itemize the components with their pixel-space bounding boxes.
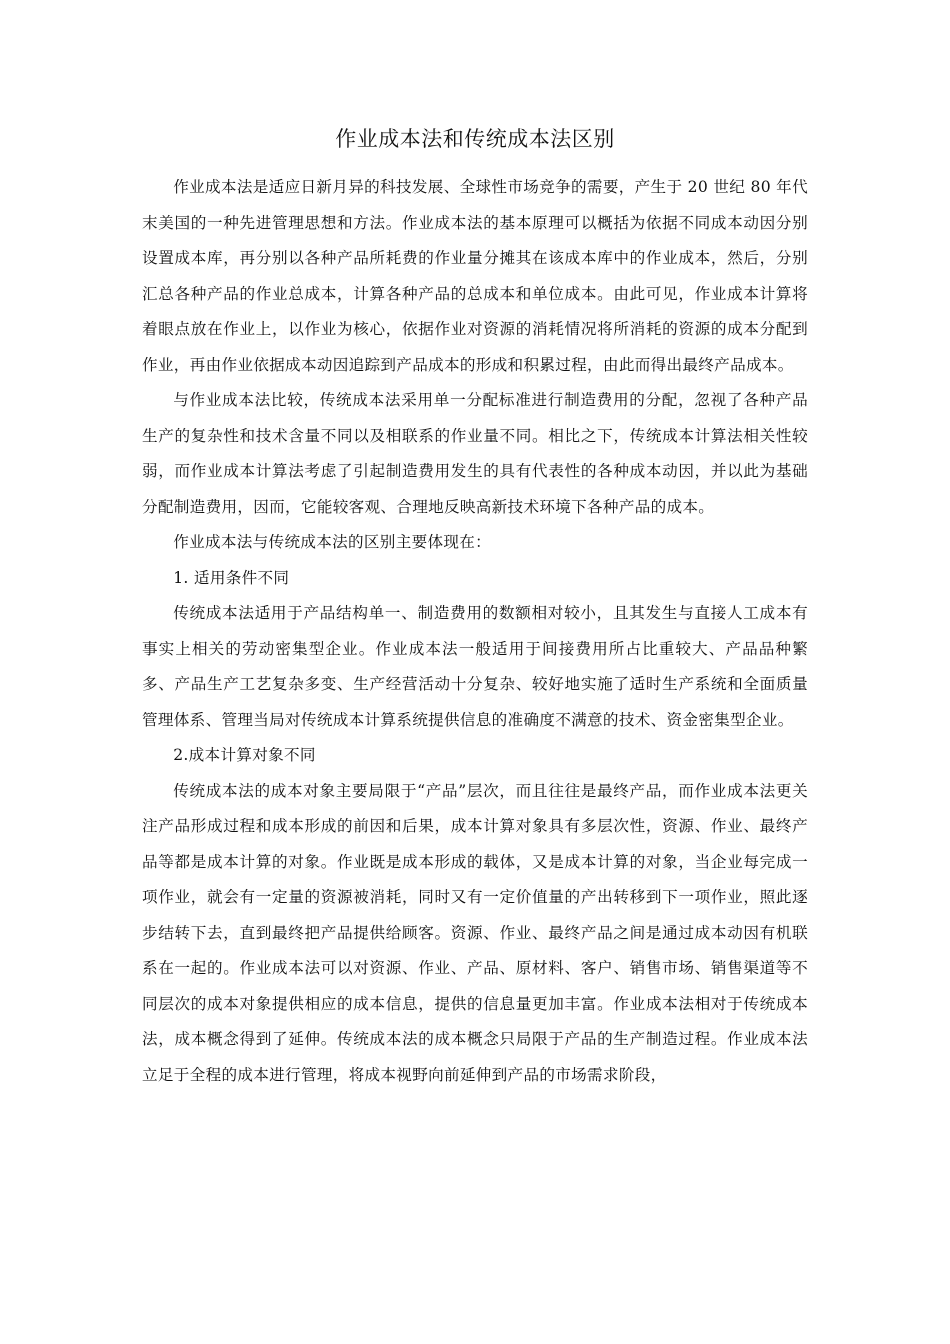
paragraph-cost-object: 传统成本法的成本对象主要局限于“产品”层次，而且往往是最终产品，而作业成本法更关注产品形成过程和成本形成的前因和后果，成本计算对象具有多层次性，资源、作业、最终产品等都是成本计算的对象。作业既是成本形成的载体，又是成本计算的对象，当企业每完成一项作业，就会有一定量的资源被消耗，同时又有一定价值量的产出转移到下一项作业，照此逐步结转下去，直到最终把产品提供给顾客。资源、作业、最终产品之间是通过成本动因有机联系在一起的。作业成本法可以对资源、作业、产品、原材料、客户、销售市场、销售渠道等不同层次的成本对象提供相应的成本信息，提供的信息量更加丰富。作业成本法相对于传统成本法，成本概念得到了延伸。传统成本法的成本概念只局限于产品的生产制造过程。作业成本法立足于全程的成本进行管理，将成本视野向前延伸到产品的市场需求阶段， — [142, 781, 808, 1084]
document-title: 作业成本法和传统成本法区别 — [335, 127, 615, 151]
paragraph-comparison: 与作业成本法比较，传统成本法采用单一分配标准进行制造费用的分配，忽视了各种产品生产的复杂性和技术含量不同以及相联系的作业量不同。相比之下，传统成本计算法相关性较弱，而作业成本计算法考虑了引起制造费用发生的具有代表性的各种成本动因，并以此为基础分配制造费用，因而，它能较客观、合理地反映高新技术环境下各种产品的成本。 — [142, 391, 808, 516]
paragraph-applicability: 传统成本法适用于产品结构单一、制造费用的数额相对较小，且其发生与直接人工成本有事实上相关的劳动密集型企业。作业成本法一般适用于间接费用所占比重较大、产品品种繁多、产品生产工艺复杂多变、生产经营活动十分复杂、较好地实施了适时生产系统和全面质量管理体系、管理当局对传统成本计算系统提供信息的准确度不满意的技术、资金密集型企业。 — [142, 604, 808, 729]
section-heading-cost-object: 2.成本计算对象不同 — [173, 746, 316, 764]
document-body — [142, 170, 808, 1093]
section-heading-applicability: 1. 适用条件不同 — [173, 568, 290, 587]
paragraph-differences-lead: 作业成本法与传统成本法的区别主要体现在： — [173, 533, 492, 551]
paragraph-intro: 作业成本法是适应日新月异的科技发展、全球性市场竞争的需要，产生于 20 世纪 80 年代末美国的一种先进管理思想和方法。作业成本法的基本原理可以概括为依据不同成本动因分别设置成本库，再分别以各种产品所耗费的作业量分摊其在该成本库中的作业成本，然后，分别汇总各种产品的作业总成本，计算各种产品的总成本和单位成本。由此可见，作业成本计算将着眼点放在作业上，以作业为核心，依据作业对资源的消耗情况将所消耗的资源的成本分配到作业，再由作业依据成本动因追踪到产品成本的形成和积累过程，由此而得出最终产品成本。 — [142, 178, 808, 374]
